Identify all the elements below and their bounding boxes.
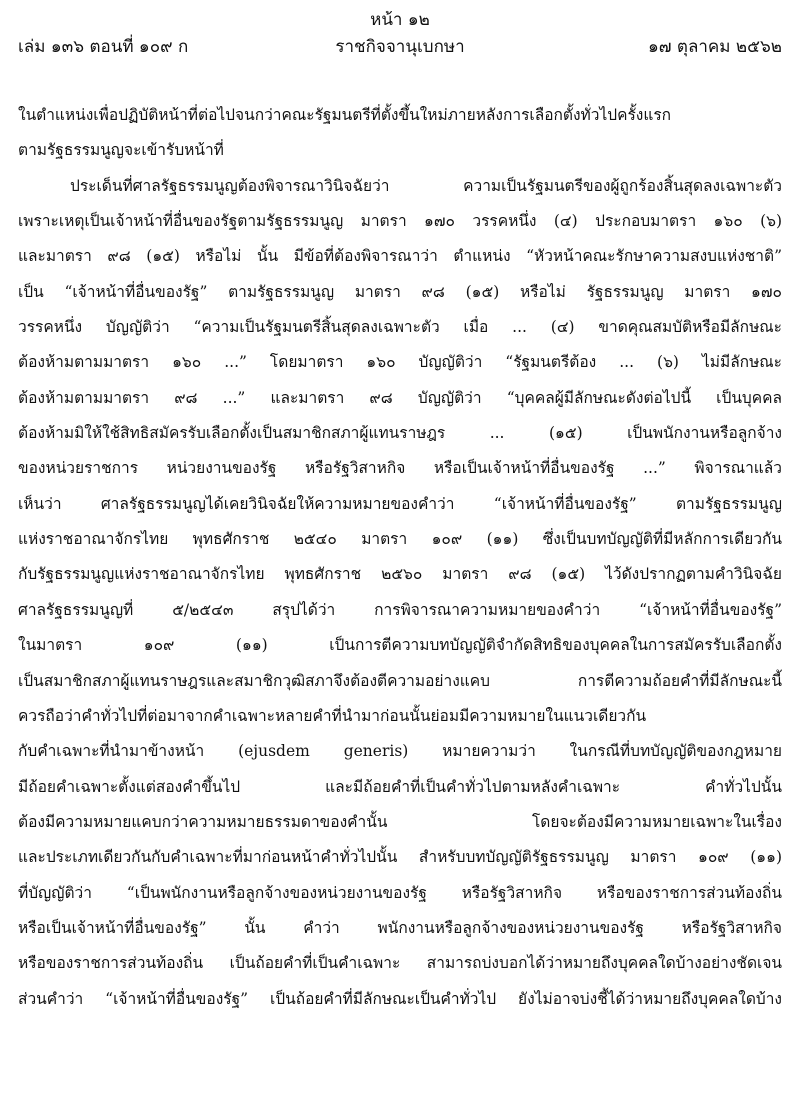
text-line: เป็น “เจ้าหน้าที่อื่นของรัฐ” ตามรัฐธรรมนูญ มาตรา ๙๘ (๑๕) หรือไม่ รัฐธรรมนูญ มาตรา ๑๗๐ [18, 282, 782, 301]
text-line: ต้องห้ามตามมาตรา ๑๖๐ ...” โดยมาตรา ๑๖๐ บัญญัติว่า “รัฐมนตรีต้อง ... (๖) ไม่มีลักษณะ [18, 353, 782, 372]
volume-issue: เล่ม ๑๓๖ ตอนที่ ๑๐๙ ก [18, 37, 189, 57]
text-line: วรรคหนึ่ง บัญญัติว่า “ความเป็นรัฐมนตรีสิ้นสุดลงเฉพาะตัว เมื่อ ... (๔) ขาดคุณสมบัติหรือมีลักษณะ [18, 318, 782, 337]
publication-title: ราชกิจจานุเบกษา [335, 37, 465, 57]
text-line: และประเภทเดียวกันกับคำเฉพาะที่มาก่อนหน้าคำทั่วไปนั้น สำหรับบทบัญญัติรัฐธรรมนูญ มาตรา ๑๐๙ (๑๑) [18, 848, 782, 867]
text-line: ศาลรัฐธรรมนูญที่ ๕/๒๕๔๓ สรุปได้ว่า การพิจารณาความหมายของคำว่า “เจ้าหน้าที่อื่นของรัฐ” [18, 600, 782, 619]
text-line: แห่งราชอาณาจักรไทย พุทธศักราช ๒๕๔๐ มาตรา ๑๐๙ (๑๑) ซึ่งเป็นบทบัญญัติที่มีหลักการเดียวกัน [18, 530, 782, 549]
text-line: ต้องมีความหมายแคบกว่าความหมายธรรมดาของคำนั้น โดยจะต้องมีความหมายเฉพาะในเรื่อง [18, 812, 782, 831]
text-line: ต้องห้ามมิให้ใช้สิทธิสมัครรับเลือกตั้งเป็นสมาชิกสภาผู้แทนราษฎร ... (๑๕) เป็นพนักงานหรือลูกจ้าง [18, 424, 782, 443]
text-line: กับคำเฉพาะที่นำมาข้างหน้า (ejusdem generis) หมายความว่า ในกรณีที่บทบัญญัติของกฎหมาย [18, 742, 782, 761]
body-text [18, 98, 782, 1017]
text-line: หรือของราชการส่วนท้องถิ่น เป็นถ้อยคำที่เป็นคำเฉพาะ สามารถบ่งบอกได้ว่าหมายถึงบุคคลใดบ้างอย่างชัดเจน [18, 954, 782, 973]
text-line: ของหน่วยราชการ หน่วยงานของรัฐ หรือรัฐวิสาหกิจ หรือเป็นเจ้าหน้าที่อื่นของรัฐ ...” พิจารณาแล้ว [18, 459, 782, 478]
text-line: ควรถือว่าคำทั่วไปที่ต่อมาจากคำเฉพาะหลายคำที่นำมาก่อนนั้นย่อมมีความหมายในแนวเดียวกัน [18, 706, 647, 725]
text-line: เห็นว่า ศาลรัฐธรรมนูญได้เคยวินิจฉัยให้ความหมายของคำว่า “เจ้าหน้าที่อื่นของรัฐ” ตามรัฐธรรมนูญ [18, 494, 782, 513]
text-line: มีถ้อยคำเฉพาะตั้งแต่สองคำขึ้นไป และมีถ้อยคำที่เป็นคำทั่วไปตามหลังคำเฉพาะ คำทั่วไปนั้น [18, 777, 782, 796]
text-line: หรือเป็นเจ้าหน้าที่อื่นของรัฐ” นั้น คำว่า พนักงานหรือลูกจ้างของหน่วยงานของรัฐ หรือรัฐวิสาหกิจ [18, 918, 782, 937]
text-line: ในตำแหน่งเพื่อปฏิบัติหน้าที่ต่อไปจนกว่าคณะรัฐมนตรีที่ตั้งขึ้นใหม่ภายหลังการเลือกตั้งทั่วไปครั้งแรก [18, 106, 672, 124]
page-number: หน้า ๑๒ [370, 10, 430, 30]
text-line: และมาตรา ๙๘ (๑๕) หรือไม่ นั้น มีข้อที่ต้องพิจารณาว่า ตำแหน่ง “หัวหน้าคณะรักษาความสงบแห่งชาติ” [18, 247, 782, 266]
text-line: ส่วนคำว่า “เจ้าหน้าที่อื่นของรัฐ” เป็นถ้อยคำที่มีลักษณะเป็นคำทั่วไป ยังไม่อาจบ่งชี้ได้ว่าหมายถึงบุคคลใดบ้าง [18, 989, 782, 1008]
paragraph-first-line: ประเด็นที่ศาลรัฐธรรมนูญต้องพิจารณาวินิจฉัยว่า ความเป็นรัฐมนตรีของผู้ถูกร้องสิ้นสุดลงเฉพาะตัว [70, 176, 782, 195]
running-header [18, 34, 782, 60]
text-line: เป็นสมาชิกสภาผู้แทนราษฎรและสมาชิกวุฒิสภาจึงต้องตีความอย่างแคบ การตีความถ้อยคำที่มีลักษณะนี้ [18, 671, 782, 690]
text-line: กับรัฐธรรมนูญแห่งราชอาณาจักรไทย พุทธศักราช ๒๕๖๐ มาตรา ๙๘ (๑๕) ไว้ดังปรากฏตามคำวินิจฉัย [18, 565, 782, 584]
text-line: ในมาตรา ๑๐๙ (๑๑) เป็นการตีความบทบัญญัติจำกัดสิทธิของบุคคลในการสมัครรับเลือกตั้ง [18, 636, 782, 655]
text-line: ตามรัฐธรรมนูญจะเข้ารับหน้าที่ [18, 141, 224, 160]
publication-date: ๑๗ ตุลาคม ๒๕๖๒ [647, 37, 782, 57]
text-line: เพราะเหตุเป็นเจ้าหน้าที่อื่นของรัฐตามรัฐธรรมนูญ มาตรา ๑๗๐ วรรคหนึ่ง (๔) ประกอบมาตรา ๑๖๐ (๖) [18, 212, 782, 231]
text-line: ต้องห้ามตามมาตรา ๙๘ ...” และมาตรา ๙๘ บัญญัติว่า “บุคคลผู้มีลักษณะดังต่อไปนี้ เป็นบุคคล [18, 388, 782, 407]
text-line: ที่บัญญัติว่า “เป็นพนักงานหรือลูกจ้างของหน่วยงานของรัฐ หรือรัฐวิสาหกิจ หรือของราชการส่วนท้องถิ่น [18, 883, 782, 902]
